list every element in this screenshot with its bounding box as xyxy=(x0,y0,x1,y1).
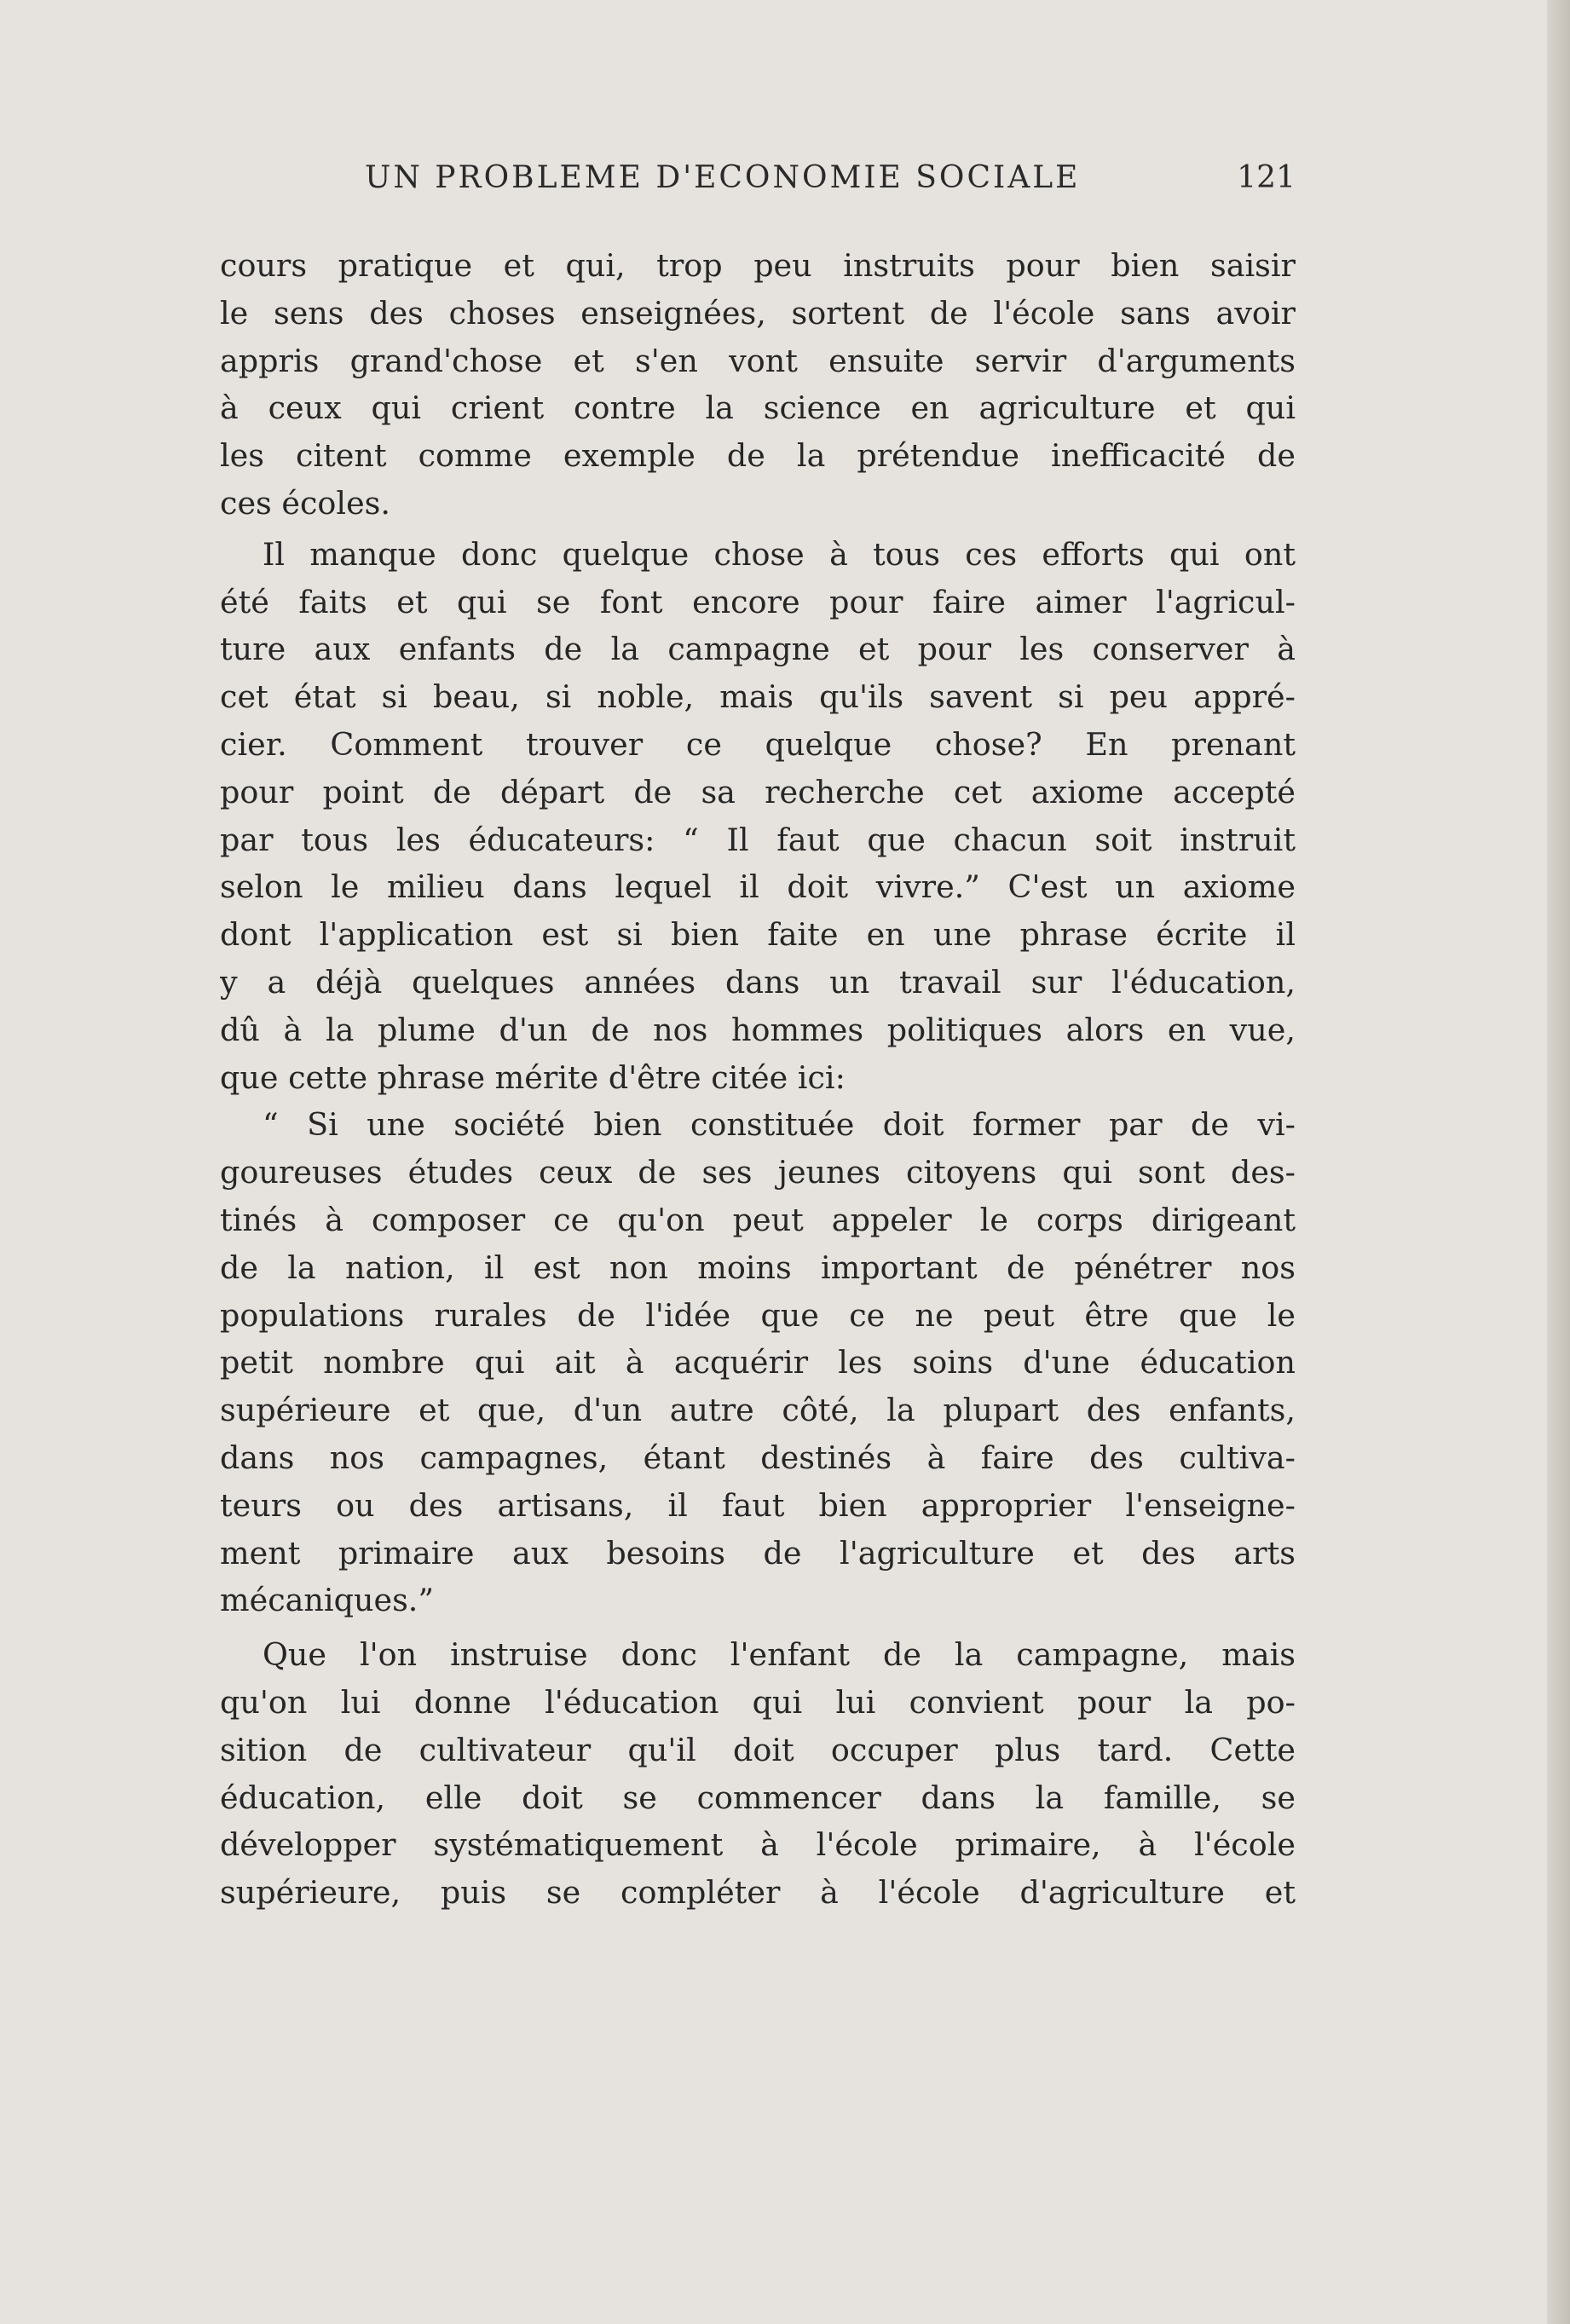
text-line: dû à la plume d'un de nos hommes politiques alors en vue, xyxy=(220,1011,1296,1048)
text-line: tinés à composer ce qu'on peut appeler le corps dirigeant xyxy=(220,1201,1296,1238)
text-line: petit nombre qui ait à acquérir les soins d'une éducation xyxy=(220,1344,1296,1381)
text-line: à ceux qui crient contre la science en agriculture et qui xyxy=(220,389,1296,427)
text-line: pour point de départ de sa recherche cet axiome accepté xyxy=(220,773,1296,810)
text-line: cier. Comment trouver ce quelque chose? En prenant xyxy=(220,725,1296,763)
paragraph-4 xyxy=(220,1631,1296,1917)
text-line: supérieure et que, d'un autre côté, la plupart des enfants, xyxy=(220,1392,1296,1429)
text-line: que cette phrase mérite d'être citée ici: xyxy=(220,1058,846,1096)
text-line: Il manque donc quelque chose à tous ces efforts qui ont xyxy=(263,535,1296,573)
running-title: UN PROBLEME D'ECONOMIE SOCIALE xyxy=(365,160,1081,195)
text-line: ment primaire aux besoins de l'agriculture et des arts xyxy=(220,1534,1296,1571)
text-line: qu'on lui donne l'éducation qui lui convient pour la po- xyxy=(220,1683,1296,1721)
text-line: de la nation, il est non moins important de pénétrer nos xyxy=(220,1249,1296,1286)
text-line: populations rurales de l'idée que ce ne peut être que le xyxy=(220,1296,1296,1334)
text-line: ces écoles. xyxy=(220,484,391,522)
text-line: dont l'application est si bien faite en une phrase écrite il xyxy=(220,916,1296,954)
text-line: mécaniques.” xyxy=(220,1582,435,1619)
text-line: Que l'on instruise donc l'enfant de la campagne, mais xyxy=(263,1636,1296,1674)
text-line: éducation, elle doit se commencer dans la famille, se xyxy=(220,1779,1296,1816)
text-line: teurs ou des artisans, il faut bien approprier l'enseigne- xyxy=(220,1486,1296,1524)
text-line: le sens des choses enseignées, sortent de l'école sans avoir xyxy=(220,294,1296,332)
text-line: sition de cultivateur qu'il doit occuper plus tard. Cette xyxy=(220,1731,1296,1768)
text-line: y a déjà quelques années dans un travail sur l'éducation, xyxy=(220,963,1296,1001)
text-line: par tous les éducateurs: “ Il faut que chacun soit instruit xyxy=(220,821,1296,858)
text-line: les citent comme exemple de la prétendue inefficacité de xyxy=(220,437,1296,475)
text-line: “ Si une société bien constituée doit former par de vi- xyxy=(263,1106,1296,1144)
page-number: 121 xyxy=(1237,160,1296,195)
body-text xyxy=(220,242,1296,1917)
text-line: selon le milieu dans lequel il doit vivre.” C'est un axiome xyxy=(220,868,1296,906)
page-header xyxy=(220,160,1296,211)
page-edge xyxy=(1547,0,1570,2324)
text-line: ture aux enfants de la campagne et pour les conserver à xyxy=(220,631,1296,668)
text-line: développer systématiquement à l'école primaire, à l'école xyxy=(220,1826,1296,1864)
text-line: été faits et qui se font encore pour faire aimer l'agricul- xyxy=(220,583,1296,620)
text-line: supérieure, puis se compléter à l'école d'agriculture et xyxy=(220,1874,1296,1912)
text-line: appris grand'chose et s'en vont ensuite servir d'arguments xyxy=(220,342,1296,379)
text-line: goureuses études ceux de ses jeunes citoyens qui sont des- xyxy=(220,1154,1296,1191)
paragraph-1 xyxy=(220,242,1296,528)
text-line: dans nos campagnes, étant destinés à faire des cultiva- xyxy=(220,1439,1296,1476)
paragraph-2 xyxy=(220,531,1296,1102)
quotation-paragraph xyxy=(220,1101,1296,1624)
text-line: cet état si beau, si noble, mais qu'ils savent si peu appré- xyxy=(220,678,1296,716)
text-line: cours pratique et qui, trop peu instruits pour bien saisir xyxy=(220,247,1296,284)
